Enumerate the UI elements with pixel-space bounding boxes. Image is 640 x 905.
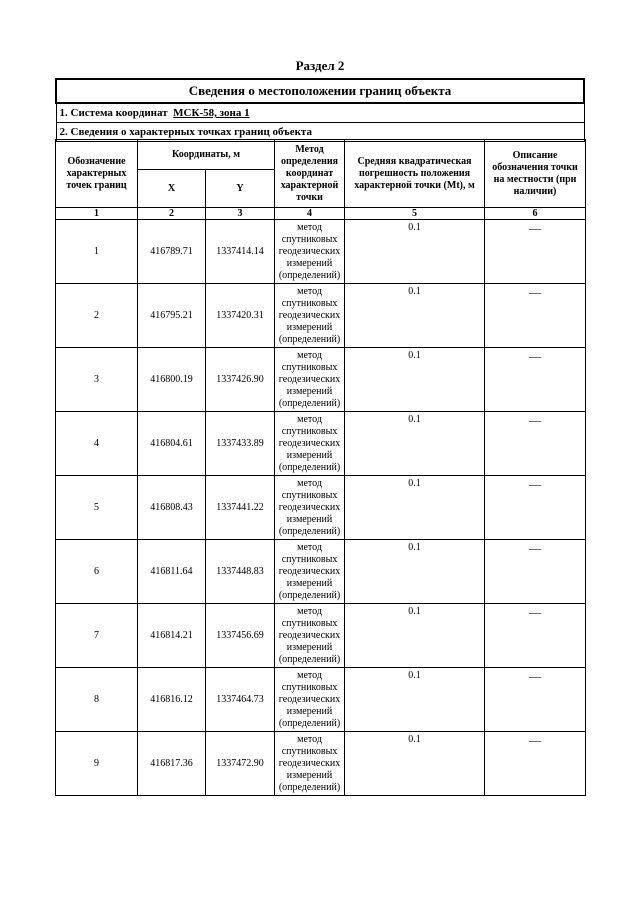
method-cell: метод спутниковых геодезических измерений (определений): [275, 476, 345, 540]
method-cell: метод спутниковых геодезических измерений (определений): [275, 220, 345, 284]
table-row: [56, 732, 586, 796]
point-number: 2: [56, 284, 138, 348]
mt-cell: 0.1: [345, 476, 485, 540]
mt-cell: 0.1: [345, 540, 485, 604]
point-number: 4: [56, 412, 138, 476]
point-number: 5: [56, 476, 138, 540]
point-number: 7: [56, 604, 138, 668]
points-title: 2. Сведения о характерных точках границ объекта: [56, 123, 584, 142]
coord-y: 1337448.83: [206, 540, 275, 604]
coord-y: 1337420.31: [206, 284, 275, 348]
method-cell: метод спутниковых геодезических измерений (определений): [275, 540, 345, 604]
column-number: 1: [56, 208, 138, 220]
header-table: [55, 78, 585, 142]
table-row: [56, 540, 586, 604]
header-coords: Координаты, м: [138, 140, 275, 170]
table-row: [56, 668, 586, 732]
point-number: 6: [56, 540, 138, 604]
point-number: 9: [56, 732, 138, 796]
column-numbers-row: [56, 208, 586, 220]
mt-cell: 0.1: [345, 348, 485, 412]
coord-x: 416804.61: [138, 412, 206, 476]
method-cell: метод спутниковых геодезических измерений (определений): [275, 348, 345, 412]
coord-system-line: [56, 103, 584, 123]
table-row: [56, 220, 586, 284]
coord-system-label: 1. Система координат: [59, 107, 168, 119]
coord-y: 1337464.73: [206, 668, 275, 732]
header-x: X: [138, 170, 206, 208]
points-table: [55, 139, 586, 796]
section-title: Раздел 2: [295, 58, 345, 73]
header-description: Описание обозначения точки на местности (при наличии): [485, 140, 586, 208]
description-cell: —: [485, 732, 586, 796]
column-number: 3: [206, 208, 275, 220]
header-error: Средняя квадратическая погрешность положения характерной точки (Mt), м: [345, 140, 485, 208]
method-cell: метод спутниковых геодезических измерений (определений): [275, 284, 345, 348]
coord-system-value: МСК-58, зона 1: [173, 107, 250, 119]
column-number: 6: [485, 208, 586, 220]
method-cell: метод спутниковых геодезических измерений (определений): [275, 732, 345, 796]
description-cell: —: [485, 412, 586, 476]
description-cell: —: [485, 284, 586, 348]
description-cell: —: [485, 668, 586, 732]
header-designation: Обозначение характерных точек границ: [56, 140, 138, 208]
header-y: Y: [206, 170, 275, 208]
table-row: [56, 604, 586, 668]
point-number: 1: [56, 220, 138, 284]
coord-y: 1337472.90: [206, 732, 275, 796]
coord-x: 416800.19: [138, 348, 206, 412]
coord-x: 416789.71: [138, 220, 206, 284]
mt-cell: 0.1: [345, 604, 485, 668]
table-row: [56, 476, 586, 540]
column-number: 4: [275, 208, 345, 220]
table-row: [56, 412, 586, 476]
coord-x: 416811.64: [138, 540, 206, 604]
coord-y: 1337456.69: [206, 604, 275, 668]
coord-y: 1337426.90: [206, 348, 275, 412]
column-number: 5: [345, 208, 485, 220]
description-cell: —: [485, 220, 586, 284]
method-cell: метод спутниковых геодезических измерений (определений): [275, 412, 345, 476]
block-title: Сведения о местоположении границ объекта: [56, 79, 584, 103]
coord-x: 416816.12: [138, 668, 206, 732]
description-cell: —: [485, 540, 586, 604]
mt-cell: 0.1: [345, 284, 485, 348]
coord-x: 416795.21: [138, 284, 206, 348]
description-cell: —: [485, 476, 586, 540]
column-number: 2: [138, 208, 206, 220]
coord-x: 416808.43: [138, 476, 206, 540]
mt-cell: 0.1: [345, 412, 485, 476]
coord-x: 416814.21: [138, 604, 206, 668]
mt-cell: 0.1: [345, 668, 485, 732]
point-number: 8: [56, 668, 138, 732]
description-cell: —: [485, 348, 586, 412]
description-cell: —: [485, 604, 586, 668]
coord-x: 416817.36: [138, 732, 206, 796]
mt-cell: 0.1: [345, 732, 485, 796]
coord-y: 1337441.22: [206, 476, 275, 540]
mt-cell: 0.1: [345, 220, 485, 284]
coord-y: 1337414.14: [206, 220, 275, 284]
table-row: [56, 284, 586, 348]
table-row: [56, 348, 586, 412]
point-number: 3: [56, 348, 138, 412]
header-method: Метод определения координат характерной точки: [275, 140, 345, 208]
method-cell: метод спутниковых геодезических измерений (определений): [275, 604, 345, 668]
coord-y: 1337433.89: [206, 412, 275, 476]
method-cell: метод спутниковых геодезических измерений (определений): [275, 668, 345, 732]
